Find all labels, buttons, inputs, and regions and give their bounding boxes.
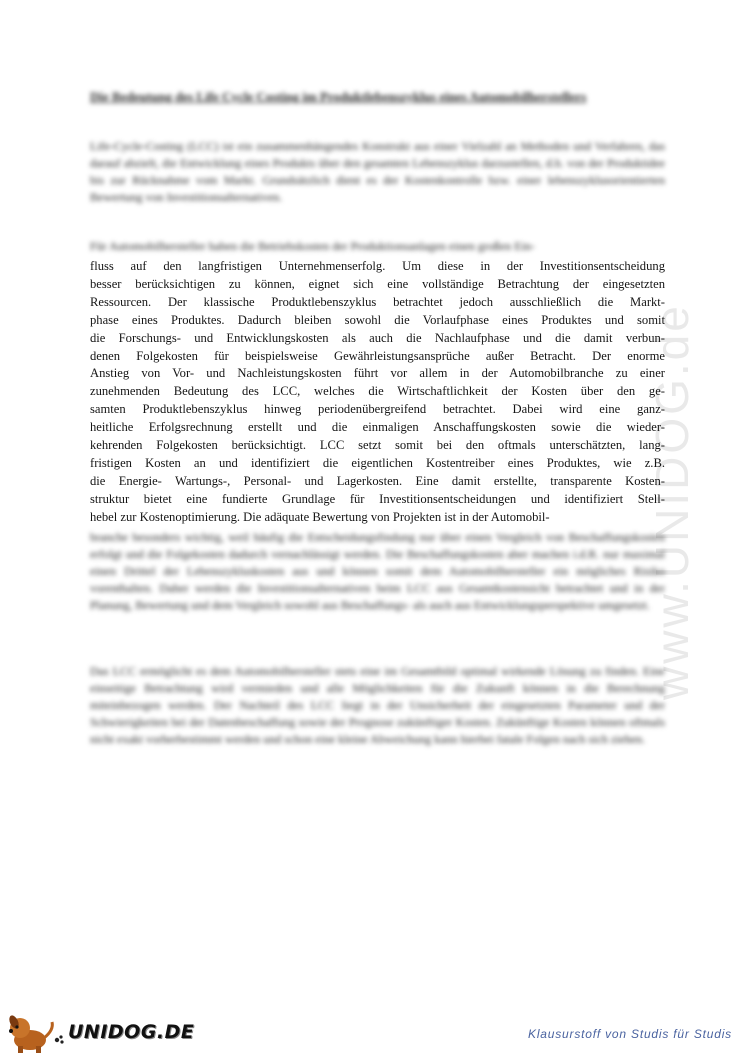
footer-tagline: Klausurstoff von Studis für Studis: [528, 1027, 732, 1041]
text-line: struktur bietet eine fundierte Grundlage für Investitionsentscheidungen und identifiziert Stell-: [90, 491, 665, 506]
text-line: zunehmenden Bedeutung des LCC, welches die Wirtschaftlichkeit der Kosten über den ge-: [90, 384, 665, 399]
paragraph-2-blurred-bottom: branche besonders wichtig, weil häufig die Entscheidungsfindung nur über einen Vergleich von Beschaffungskosten erfolgt und die Folgekosten dadurch vernachlässigt werden. Die Beschaffungskosten aber machen i.d.R. nur maximal einen Drittel der Lebenszykluskosten aus und können somit dem Automobilhersteller ein mögliches Risiko vorenthalten. Daher werden die Investitionsalternativen beim LCC aus Gesamtkostensicht betrachtet und in der Planung, Bewertung und dem Vergleich sowohl aus Beschaffungs- als auch aus Entwicklungsperspektive umgesetzt.: [90, 530, 665, 612]
text-line: samten Produktlebenszyklus hinweg periodenübergreifend betrachtet. Dabei wird eine ganz-: [90, 402, 665, 417]
logo-text: UNIDOG.DE: [68, 1021, 195, 1043]
paragraph-3: Das LCC ermöglicht es dem Automobilhersteller stets eine im Gesamtbild optimal wirkende Lösung zu finden. Eine einseitige Betrachtung wird vermieden und alle Möglichkeiten für die Zukunft können in die Berechnung miteinbezogen werden. Der Nachteil des LCC liegt in der Unsicherheit der eingesetzten Parameter und der Schwierigkeiten bei der Datenbeschaffung sowie der Prognose zukünftiger Kosten. Zukünftige Kosten können oftmals nicht exakt vorherbestimmt werden und schon eine kleine Abweichung kann hierbei fatale Folgen nach sich ziehen.: [90, 664, 665, 746]
text-line: denen Folgekosten für beispielsweise Gewährleistungsansprüche außer Betracht. Der enorme: [90, 348, 665, 363]
text-line: kehrenden Folgekosten berücksichtigt. LCC setzt somit bei den oftmals unterschätzten, lang-: [90, 438, 665, 453]
text-line: fristigen Kosten an und identifiziert die eigentlichen Kostentreiber eines Produktes, wie z.B.: [90, 455, 665, 470]
document-title: Die Bedeutung des Life Cycle Costing im Produktlebenszyklus eines Automobilherstellers: [90, 89, 587, 104]
paragraph-2-visible: [90, 258, 665, 527]
text-line: hebel zur Kostenoptimierung. Die adäquate Bewertung von Projekten ist in der Automobil-: [90, 509, 550, 524]
paragraph-1: Life-Cycle-Costing (LCC) ist ein zusammenhängendes Konstrukt aus einer Vielzahl an Methoden und Verfahren, das darauf abzielt, die Entwicklung eines Produkts über den gesamten Lebenszyklus darzustellen, d.h. von der Produktidee bis zur Rücknahme vom Markt. Grundsätzlich dient es der Kostenkontrolle bzw. einer lebenszyklusorientierten Bewertung von Investitionsalternativen.: [90, 139, 665, 204]
text-line: die Energie- Wartungs-, Personal- und Lagerkosten. Eine damit erstellte, transparente Kosten-: [90, 473, 665, 488]
dog-mascot-icon: [6, 1010, 66, 1054]
text-line: Anstieg von Vor- und Nachleistungskosten führt vor allem in der Automobilbranche zu einer: [90, 366, 665, 381]
text-line: Ressourcen. Der klassische Produktlebenszyklus betrachtet jedoch ausschließlich die Markt-: [90, 294, 665, 309]
text-line: phase eines Produktes. Dadurch bleiben sowohl die Vorlaufphase eines Produktes und somit: [90, 312, 665, 327]
text-line: die Forschungs- und Entwicklungskosten als auch die Nachlaufphase und die damit verbun-: [90, 330, 665, 345]
text-line: fluss auf den langfristigen Unternehmenserfolg. Um diese in der Investitionsentscheidung: [90, 259, 665, 273]
unidog-logo[interactable]: [6, 1010, 194, 1054]
watermark: www.UNIDOG.de: [646, 303, 698, 700]
text-line: besser berücksichtigen zu können, eignet sich eine vollständige Betrachtung der eingesetzten: [90, 276, 665, 291]
paragraph-2-blurred-top: Für Automobilhersteller haben die Betriebskosten der Produktionsanlagen einen großen Ein-: [90, 239, 535, 253]
text-line: heitliche Erfolgsrechnung erstellt und die einmaligen Anschaffungskosten sowie die wieder-: [90, 420, 665, 435]
